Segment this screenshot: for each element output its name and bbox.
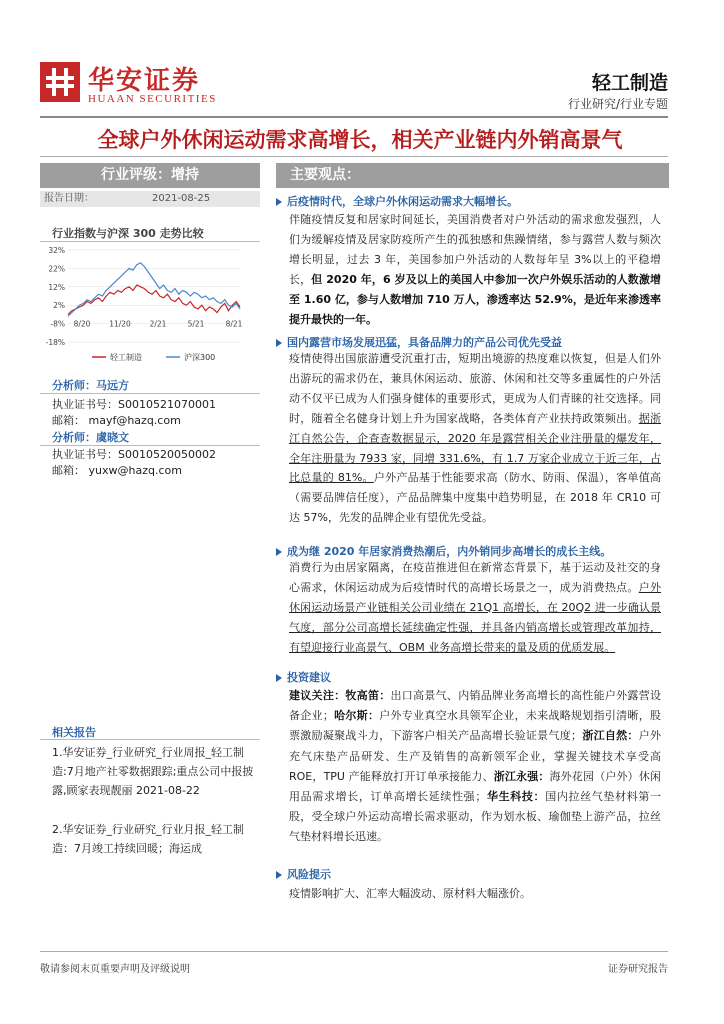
chart-legend-label: 沪深300 xyxy=(184,353,216,362)
analyst1-email[interactable]: 邮箱： mayf@hazq.com xyxy=(52,414,181,427)
chart-title-divider xyxy=(40,241,260,242)
report-category: 行业研究/行业专题 xyxy=(567,97,668,111)
chart-x-tick-label: 8/20 xyxy=(73,319,91,329)
chart-y-tick-label: -18% xyxy=(45,338,65,347)
industry-rating: 行业评级：增持 xyxy=(40,163,260,188)
investment-advice: 建议关注：牧高笛：出口高景气、内销品牌业务高增长的高性能户外露营设备企业；哈尔斯：户外专业真空水具领军企业，未来战略规划指引清晰，股票激励凝聚战斗力，下游客户相关产品高增长验证景气度；浙江自然：户外充气床垫产品研发、生产及销售的高新领军企业，掌握关键技术享受高 ROE，TPU 产能释放打开订单承接能力、浙江永强：海外花园（户外）休闲用品需求增长，订单高增长延续性强；华生科技：国内拉丝气垫材料第一股，受全球户外运动高增长需求驱动，作为划水板、瑜伽垫上游产品，拉丝气垫材料增长迅速。 xyxy=(289,689,662,844)
analyst2-email[interactable]: 邮箱： yuxw@hazq.com xyxy=(52,464,182,477)
report-date-row xyxy=(40,191,260,207)
bullet-triangle-icon xyxy=(276,198,282,206)
bullet-triangle-icon xyxy=(276,871,282,879)
report-date-label: 报告日期： xyxy=(44,193,94,204)
footer-divider xyxy=(40,951,668,952)
chart-x-tick-label: 2/21 xyxy=(149,319,167,329)
key-points-header: 主要观点： xyxy=(276,163,669,188)
page-title: 全球户外休闲运动需求高增长，相关产业链内外销高景气 xyxy=(97,128,623,152)
section-paragraph: 疫情使得出国旅游遭受沉重打击，短期出境游的热度难以恢复，但是人们外出游玩的需求仍在，兼具休闲运动、旅游、休闲和社交等多重属性的户外活动不仅平已成为人们强身健体的重要形式，更成为人们青睐的社交选择。同时，随着全名健身计划上升为国家战略，各类体育产业扶持政策频出。据浙江自然公告，企查查数据显示，2020 年是露营相关企业注册量的爆发年，全年注册量为 7933 家，同增 331.6%，有 1.7 万家企业成立于近三年，占比总量的 81%。户外产品基于性能要求高（防水、防雨、保温），客单值高（需要品牌信任度），产品品牌集中度集中趋势明显，在 2018 年 CR10 可达 57%，先发的品牌企业有望优先受益。 xyxy=(289,352,662,525)
section-heading: 成为继 2020 年居家消费热潮后，内外销同步高增长的成长主线。 xyxy=(276,543,611,559)
chart-x-tick-label: 5/21 xyxy=(187,319,205,329)
logo-mark xyxy=(40,62,80,102)
section-heading: 国内露营市场发展迅猛，具备品牌力的产品公司优先受益 xyxy=(276,334,562,350)
report-date-value: 2021-08-25 xyxy=(152,193,211,204)
logo-text-en: HUAAN SECURITIES xyxy=(88,93,217,105)
risk-warning: 疫情影响扩大、汇率大幅波动、原材料大幅涨价。 xyxy=(289,887,531,900)
analyst1-cert: 执业证书号：S0010521070001 xyxy=(52,398,216,411)
section-heading: 投资建议 xyxy=(276,669,331,685)
chart-series-line xyxy=(68,285,240,314)
bullet-triangle-icon xyxy=(276,339,282,347)
chart-title: 行业指数与沪深 300 走势比较 xyxy=(52,227,204,240)
chart-series-line xyxy=(68,263,240,316)
section-heading: 风险提示 xyxy=(276,866,331,882)
analyst2-cert: 执业证书号：S0010520050002 xyxy=(52,448,216,461)
analyst1-name: 分析师：马远方 xyxy=(52,379,129,392)
chart-y-tick-label: 2% xyxy=(53,301,65,311)
industry-name: 轻工制造 xyxy=(591,72,668,94)
footer-disclaimer[interactable]: 敬请参阅末页重要声明及评级说明 xyxy=(40,964,190,975)
chart-x-tick-label: 8/21 xyxy=(225,319,243,329)
chart-y-tick-label: 22% xyxy=(48,264,65,274)
section-heading: 后疫情时代，全球户外休闲运动需求大幅增长。 xyxy=(276,193,518,209)
footer-doc-type: 证券研究报告 xyxy=(608,964,668,975)
header-divider xyxy=(40,116,668,118)
related-reports-title: 相关报告 xyxy=(52,726,96,739)
section-paragraph: 伴随疫情反复和居家时间延长，美国消费者对户外活动的需求愈发强烈，人们为缓解疫情及居家防疫所产生的孤独感和焦躁情绪，参与露营人数与频次增长明显，过去 3 年，美国参加户外活动的人数每年呈 3%以上的平稳增长，但 2020 年，6 岁及以上的美国人中参加一次户外娱乐活动的人数激增至 1.60 亿，参与人数增加 710 万人，渗透率达 52.9%，是近年来渗透率提升最快的一年。 xyxy=(289,213,662,326)
chart-legend-label: 轻工制造 xyxy=(110,353,142,362)
analyst2-name: 分析师：虞晓文 xyxy=(52,431,129,444)
section-paragraph: 消费行为由居家隔离，在疫苗推进但在新常态背景下，基于运动及社交的身心需求，休闲运动成为后疫情时代的高增长场景之一，成为消费热点。户外休闲运动场景产业链相关公司业绩在 21Q1 高增长，在 20Q2 进一步确认景气度，部分公司高增长延续确定性强，并具备内销高增长或管理改革加持，有望迎接行业高景气、OBM 业务高增长带来的量及质的优质发展。 xyxy=(289,561,661,654)
chart-x-tick-label: 11/20 xyxy=(109,319,131,329)
related-report-item[interactable]: 1.华安证券_行业研究_行业周报_轻工制造:7月地产社零数据跟踪;重点公司中报披露,顾家表现靓丽 2021-08-22 xyxy=(52,746,254,797)
index-comparison-chart xyxy=(40,244,260,369)
related-reports-divider xyxy=(40,739,260,740)
bullet-triangle-icon xyxy=(276,548,282,556)
chart-y-tick-label: 12% xyxy=(48,282,65,292)
bullet-triangle-icon xyxy=(276,674,282,682)
title-divider xyxy=(40,156,668,157)
logo-text-cn: 华安证券 xyxy=(88,66,201,96)
analyst1-divider xyxy=(40,393,260,394)
related-report-item[interactable]: 2.华安证券_行业研究_行业月报_轻工制造：7月竣工持续回暖；海运成 xyxy=(52,823,244,855)
chart-y-tick-label: 32% xyxy=(48,246,65,255)
chart-y-tick-label: -8% xyxy=(50,319,65,329)
